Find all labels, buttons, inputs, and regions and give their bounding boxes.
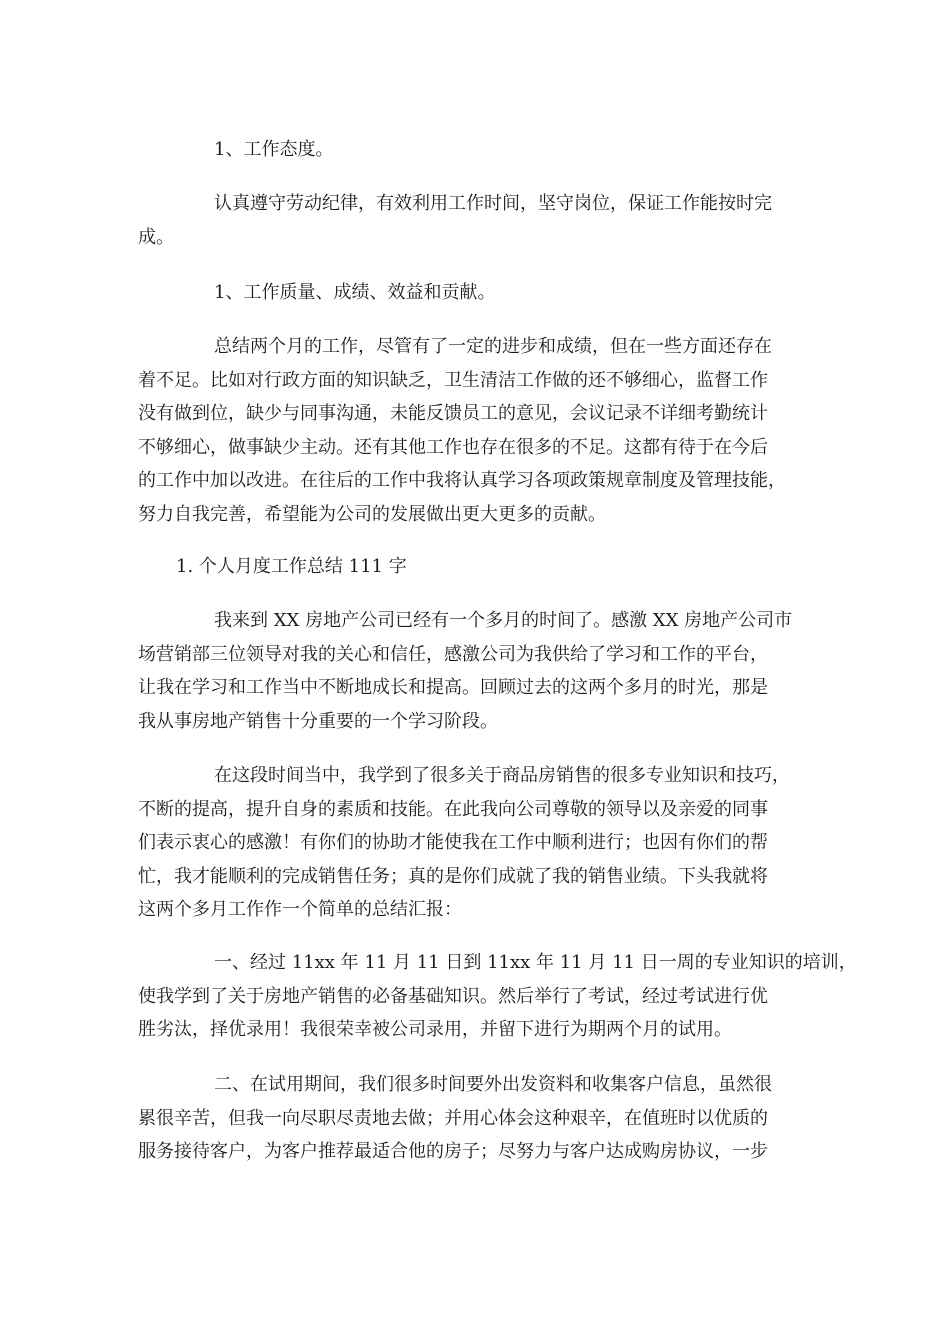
text-line: 1. 个人月度工作总结 111 字 [176, 556, 407, 577]
text-line: 不够细心，做事缺少主动。还有其他工作也存在很多的不足。这都有待于在今后 [138, 436, 768, 458]
text-line: 努力自我完善，希望能为公司的发展做出更大更多的贡献。 [138, 503, 606, 525]
text-line: 1、工作质量、成绩、效益和贡献。 [214, 282, 496, 303]
text-line: 不断的提高，提升自身的素质和技能。在此我向公司尊敬的领导以及亲爱的同事 [138, 798, 768, 820]
text-line: 1、工作态度。 [214, 139, 334, 160]
text-line: 我来到 XX 房地产公司已经有一个多月的时间了。感激 XX 房地产公司市 [214, 610, 793, 631]
text-line: 服务接待客户，为客户推荐最适合他的房子；尽努力与客户达成购房协议，一步 [138, 1141, 768, 1162]
learning-body [138, 759, 838, 927]
text-line: 在这段时间当中，我学到了很多关于商品房销售的很多专业知识和技巧， [214, 765, 790, 786]
heading-quality [138, 276, 838, 310]
text-line: 总结两个月的工作，尽管有了一定的进步和成绩，但在一些方面还存在 [214, 336, 772, 357]
text-line: 累很辛苦，但我一向尽职尽责地去做；并用心体会这种艰辛，在值班时以优质的 [138, 1107, 768, 1129]
text-line: 着不足。比如对行政方面的知识缺乏，卫生清洁工作做的还不够细心，监督工作 [138, 369, 768, 391]
text-line: 我从事房地产销售十分重要的一个学习阶段。 [138, 710, 498, 732]
text-line: 们表示衷心的感激！有你们的协助才能使我在工作中顺利进行；也因有你们的帮 [138, 832, 768, 853]
text-line: 认真遵守劳动纪律，有效利用工作时间，坚守岗位，保证工作能按时完 [214, 193, 772, 214]
text-line: 使我学到了关于房地产销售的必备基础知识。然后举行了考试，经过考试进行优 [138, 985, 768, 1007]
point-two [138, 1068, 838, 1169]
quality-body [138, 330, 838, 531]
text-line: 成。 [138, 226, 174, 248]
section-title [138, 550, 838, 584]
intro-body [138, 604, 838, 738]
text-line: 二、在试用期间，我们很多时间要外出发资料和收集客户信息，虽然很 [214, 1074, 772, 1095]
text-line: 没有做到位，缺少与同事沟通，未能反馈员工的意见，会议记录不详细考勤统计 [138, 403, 768, 424]
text-line: 一、经过 11xx 年 11 月 11 日到 11xx 年 11 月 11 日一周的专业知识的培训， [214, 952, 857, 973]
point-one [138, 946, 857, 1047]
text-line: 这两个多月工作作一个简单的总结汇报： [138, 899, 462, 920]
text-line: 让我在学习和工作当中不断地成长和提高。回顾过去的这两个多月的时光，那是 [138, 677, 768, 698]
text-line: 场营销部三位领导对我的关心和信任，感激公司为我供给了学习和工作的平台， [138, 643, 768, 665]
text-line: 忙，我才能顺利的完成销售任务；真的是你们成就了我的销售业绩。下头我就将 [138, 865, 768, 887]
heading-attitude [138, 133, 838, 167]
text-line: 的工作中加以改进。在往后的工作中我将认真学习各项政策规章制度及管理技能， [138, 470, 786, 491]
text-line: 胜劣汰，择优录用！我很荣幸被公司录用，并留下进行为期两个月的试用。 [138, 1019, 732, 1040]
attitude-body [138, 187, 838, 254]
